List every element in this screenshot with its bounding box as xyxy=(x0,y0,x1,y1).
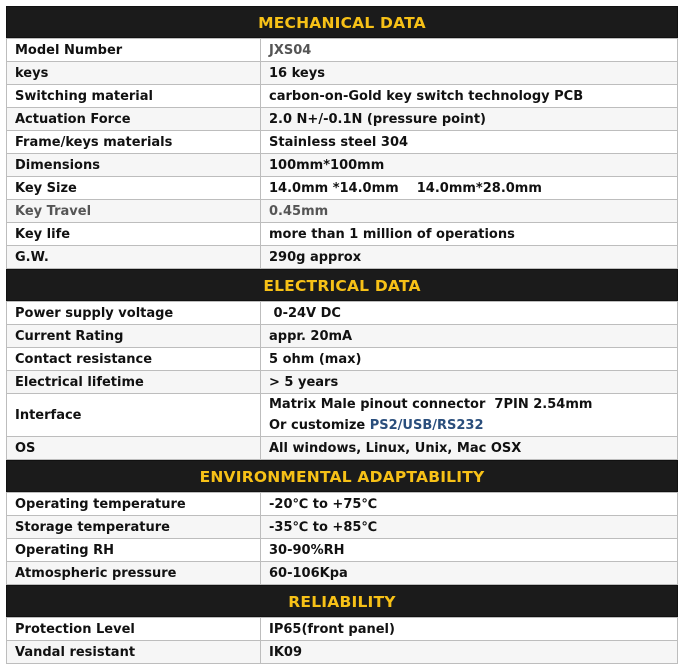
spec-key: Key Travel xyxy=(7,200,261,223)
spec-key: Frame/keys materials xyxy=(7,131,261,154)
spec-key: OS xyxy=(7,437,261,460)
table-row xyxy=(7,39,678,62)
spec-value: 2.0 N+/-0.1N (pressure point) xyxy=(261,108,678,131)
spec-value: 0.45mm xyxy=(261,200,678,223)
reliability-table xyxy=(6,617,678,664)
spec-value: 16 keys xyxy=(261,62,678,85)
table-row xyxy=(7,85,678,108)
table-row xyxy=(7,246,678,269)
spec-value: 14.0mm *14.0mm 14.0mm*28.0mm xyxy=(261,177,678,200)
table-row xyxy=(7,200,678,223)
mechanical-table xyxy=(6,38,678,269)
table-row xyxy=(7,177,678,200)
spec-key: Actuation Force xyxy=(7,108,261,131)
spec-value: 290g approx xyxy=(261,246,678,269)
table-row xyxy=(7,562,678,585)
spec-key: Switching material xyxy=(7,85,261,108)
spec-key: keys xyxy=(7,62,261,85)
spec-value: IK09 xyxy=(261,641,678,664)
table-row xyxy=(7,131,678,154)
spec-key: Key life xyxy=(7,223,261,246)
section-header-electrical: ELECTRICAL DATA xyxy=(6,269,678,301)
table-row xyxy=(7,493,678,516)
table-row xyxy=(7,394,678,437)
spec-value: 100mm*100mm xyxy=(261,154,678,177)
spec-key: Current Rating xyxy=(7,325,261,348)
spec-key: Operating temperature xyxy=(7,493,261,516)
spec-key: Operating RH xyxy=(7,539,261,562)
table-row xyxy=(7,348,678,371)
electrical-table xyxy=(6,301,678,460)
spec-value: more than 1 million of operations xyxy=(261,223,678,246)
spec-sheet xyxy=(6,6,678,664)
interface-line-1: Matrix Male pinout connector 7PIN 2.54mm xyxy=(269,397,593,412)
table-row xyxy=(7,516,678,539)
spec-key: Dimensions xyxy=(7,154,261,177)
spec-value: IP65(front panel) xyxy=(261,618,678,641)
section-header-environmental: ENVIRONMENTAL ADAPTABILITY xyxy=(6,460,678,492)
table-row xyxy=(7,325,678,348)
spec-key: Key Size xyxy=(7,177,261,200)
spec-value xyxy=(261,394,678,437)
spec-value: -35℃ to +85℃ xyxy=(261,516,678,539)
table-row xyxy=(7,371,678,394)
spec-value: 60-106Kpa xyxy=(261,562,678,585)
spec-value: appr. 20mA xyxy=(261,325,678,348)
section-header-reliability: RELIABILITY xyxy=(6,585,678,617)
table-row xyxy=(7,62,678,85)
environmental-table xyxy=(6,492,678,585)
table-row xyxy=(7,108,678,131)
spec-value: -20℃ to +75℃ xyxy=(261,493,678,516)
spec-key: Protection Level xyxy=(7,618,261,641)
spec-value: 30-90%RH xyxy=(261,539,678,562)
spec-value: JXS04 xyxy=(261,39,678,62)
spec-key: Electrical lifetime xyxy=(7,371,261,394)
spec-value: Stainless steel 304 xyxy=(261,131,678,154)
table-row xyxy=(7,154,678,177)
spec-key: G.W. xyxy=(7,246,261,269)
spec-key: Model Number xyxy=(7,39,261,62)
spec-key: Interface xyxy=(7,394,261,437)
spec-key: Power supply voltage xyxy=(7,302,261,325)
table-row xyxy=(7,641,678,664)
spec-value: > 5 years xyxy=(261,371,678,394)
interface-prefix: Or customize xyxy=(269,418,370,433)
spec-key: Atmospheric pressure xyxy=(7,562,261,585)
spec-value: carbon-on-Gold key switch technology PCB xyxy=(261,85,678,108)
spec-value: All windows, Linux, Unix, Mac OSX xyxy=(261,437,678,460)
section-header-mechanical: MECHANICAL DATA xyxy=(6,6,678,38)
spec-key: Contact resistance xyxy=(7,348,261,371)
interface-line-2 xyxy=(269,415,677,436)
spec-key: Vandal resistant xyxy=(7,641,261,664)
table-row xyxy=(7,302,678,325)
spec-value: 5 ohm (max) xyxy=(261,348,678,371)
table-row xyxy=(7,223,678,246)
table-row xyxy=(7,539,678,562)
spec-key: Storage temperature xyxy=(7,516,261,539)
table-row xyxy=(7,618,678,641)
interface-options: PS2/USB/RS232 xyxy=(369,418,484,433)
table-row xyxy=(7,437,678,460)
spec-value: 0-24V DC xyxy=(261,302,678,325)
